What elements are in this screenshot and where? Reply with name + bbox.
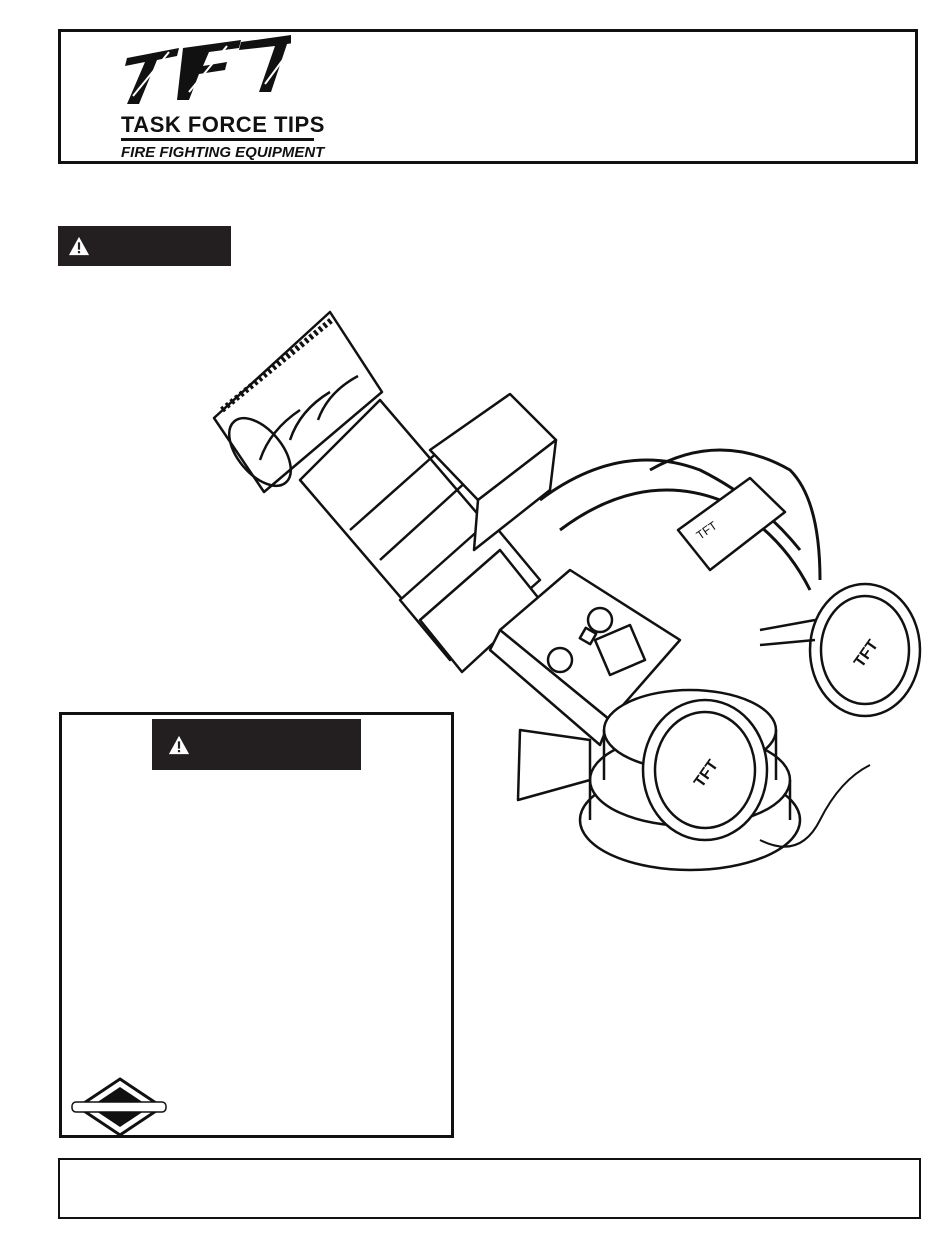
warning-banner xyxy=(58,226,231,266)
warning-box-banner xyxy=(152,719,361,770)
warning-box xyxy=(59,712,454,1138)
brand-name: TASK FORCE TIPS xyxy=(121,112,325,137)
company-logo xyxy=(91,34,325,164)
brand-divider xyxy=(121,138,314,141)
certification-diamond-icon xyxy=(70,1077,170,1137)
warning-triangle-icon xyxy=(68,235,90,257)
tft-logo-mark xyxy=(91,34,291,109)
svg-text:TFT: TFT xyxy=(851,637,882,671)
brand-subtitle: FIRE FIGHTING EQUIPMENT xyxy=(121,144,325,161)
svg-text:TFT: TFT xyxy=(691,757,722,791)
header-box xyxy=(58,29,918,164)
svg-text:TFT: TFT xyxy=(693,518,720,543)
footer-box xyxy=(58,1158,921,1219)
warning-triangle-icon xyxy=(168,734,190,756)
